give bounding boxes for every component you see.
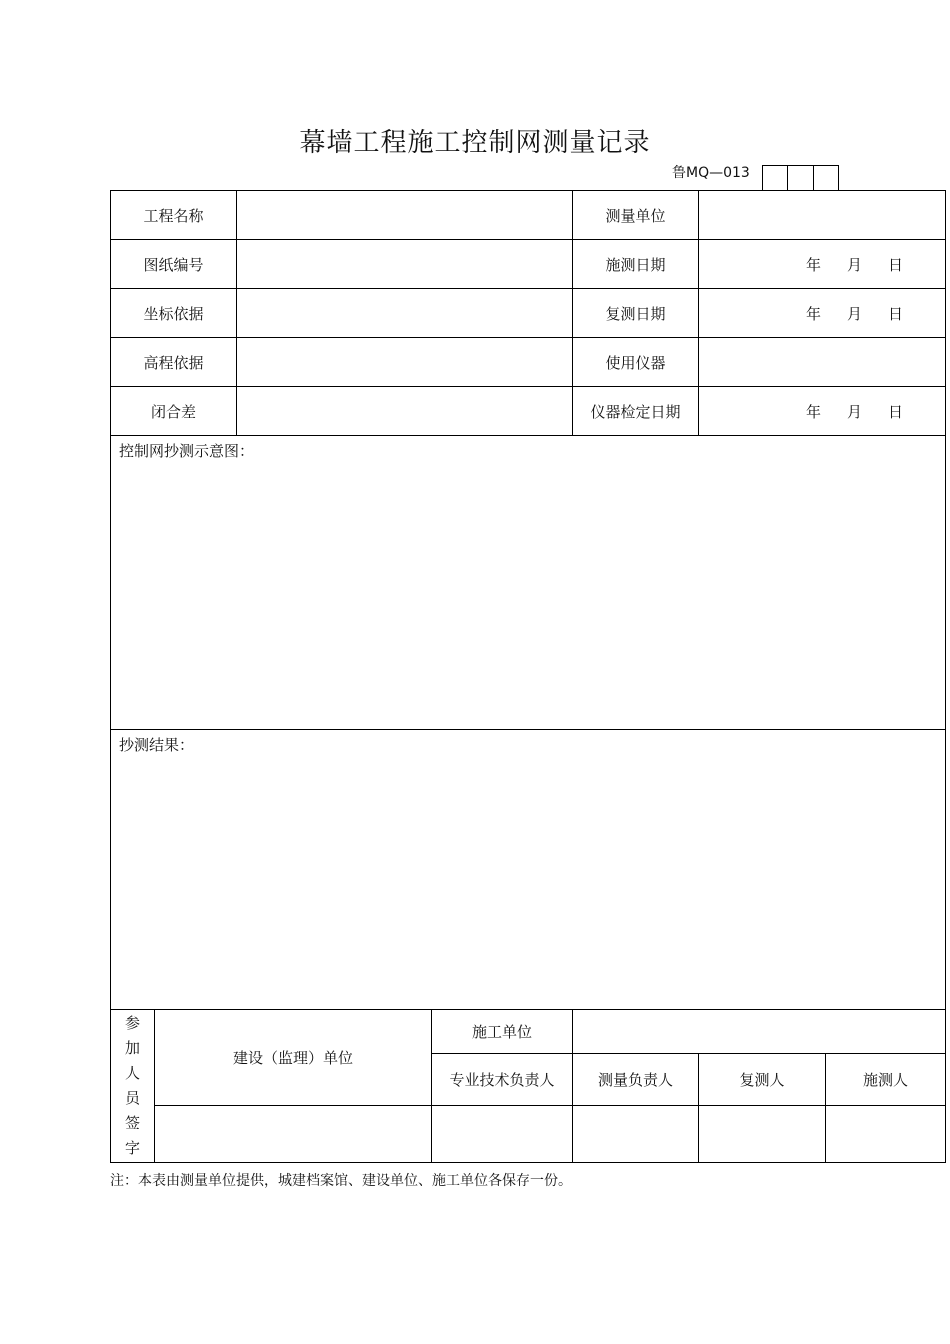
code-boxes[interactable]: [762, 165, 839, 190]
label-calibration-date: 仪器检定日期: [573, 387, 699, 436]
table-row: [111, 436, 946, 730]
field-recheck-date[interactable]: [699, 289, 946, 338]
table-row: [111, 1106, 946, 1163]
label-project-name: 工程名称: [111, 191, 237, 240]
diagram-area[interactable]: [111, 436, 946, 730]
sign-construction-supervision[interactable]: [155, 1106, 432, 1163]
diagram-label: 控制网抄测示意图：: [119, 442, 255, 460]
table-row: [111, 240, 946, 289]
label-construction-supervision: 建设（监理）单位: [155, 1010, 432, 1106]
field-construction-unit[interactable]: [573, 1010, 946, 1054]
form-code: 鲁MQ—013: [672, 165, 750, 181]
day-label: 日: [888, 304, 904, 323]
field-instrument[interactable]: [699, 338, 946, 387]
field-closure-error[interactable]: [237, 387, 573, 436]
footnote: 注：本表由测量单位提供，城建档案馆、建设单位、施工单位各保存一份。: [110, 1173, 572, 1189]
label-elevation-basis: 高程依据: [111, 338, 237, 387]
sign-rechecker[interactable]: [699, 1106, 826, 1163]
month-label: 月: [846, 255, 862, 274]
table-row: [111, 1010, 946, 1054]
label-rechecker: 复测人: [699, 1054, 826, 1106]
label-survey-lead: 测量负责人: [573, 1054, 699, 1106]
label-surveyor: 施测人: [826, 1054, 946, 1106]
label-recheck-date: 复测日期: [573, 289, 699, 338]
field-coordinate-basis[interactable]: [237, 289, 573, 338]
day-label: 日: [888, 255, 904, 274]
table-row: [111, 289, 946, 338]
sign-surveyor[interactable]: [826, 1106, 946, 1163]
field-project-name[interactable]: [237, 191, 573, 240]
field-drawing-no[interactable]: [237, 240, 573, 289]
label-construction-unit: 施工单位: [432, 1010, 573, 1054]
table-row: [111, 191, 946, 240]
field-elevation-basis[interactable]: [237, 338, 573, 387]
vertical-char: 参: [124, 1014, 140, 1032]
code-box-1[interactable]: [763, 166, 788, 190]
year-label: 年: [805, 255, 821, 274]
sign-tech-lead[interactable]: [432, 1106, 573, 1163]
label-survey-unit: 测量单位: [573, 191, 699, 240]
label-closure-error: 闭合差: [111, 387, 237, 436]
year-label: 年: [805, 402, 821, 421]
vertical-char: 员: [124, 1089, 140, 1107]
result-label: 抄测结果：: [119, 736, 195, 754]
table-row: [111, 387, 946, 436]
field-calibration-date[interactable]: [699, 387, 946, 436]
field-survey-date[interactable]: [699, 240, 946, 289]
vertical-char: 加: [124, 1039, 140, 1057]
code-box-2[interactable]: [788, 166, 813, 190]
page-title: 幕墙工程施工控制网测量记录: [299, 128, 651, 158]
label-survey-date: 施测日期: [573, 240, 699, 289]
label-tech-lead: 专业技术负责人: [432, 1054, 573, 1106]
participants-signature-label: [111, 1010, 155, 1163]
field-survey-unit[interactable]: [699, 191, 946, 240]
vertical-char: 签: [124, 1114, 140, 1132]
year-label: 年: [805, 304, 821, 323]
vertical-char: 人: [124, 1064, 140, 1082]
label-drawing-no: 图纸编号: [111, 240, 237, 289]
day-label: 日: [888, 402, 904, 421]
table-row: [111, 730, 946, 1010]
vertical-char: 字: [124, 1139, 140, 1157]
record-table: [110, 190, 946, 1163]
sign-survey-lead[interactable]: [573, 1106, 699, 1163]
result-area[interactable]: [111, 730, 946, 1010]
label-coordinate-basis: 坐标依据: [111, 289, 237, 338]
month-label: 月: [846, 304, 862, 323]
label-instrument: 使用仪器: [573, 338, 699, 387]
table-row: [111, 338, 946, 387]
code-box-3[interactable]: [814, 166, 838, 190]
month-label: 月: [846, 402, 862, 421]
